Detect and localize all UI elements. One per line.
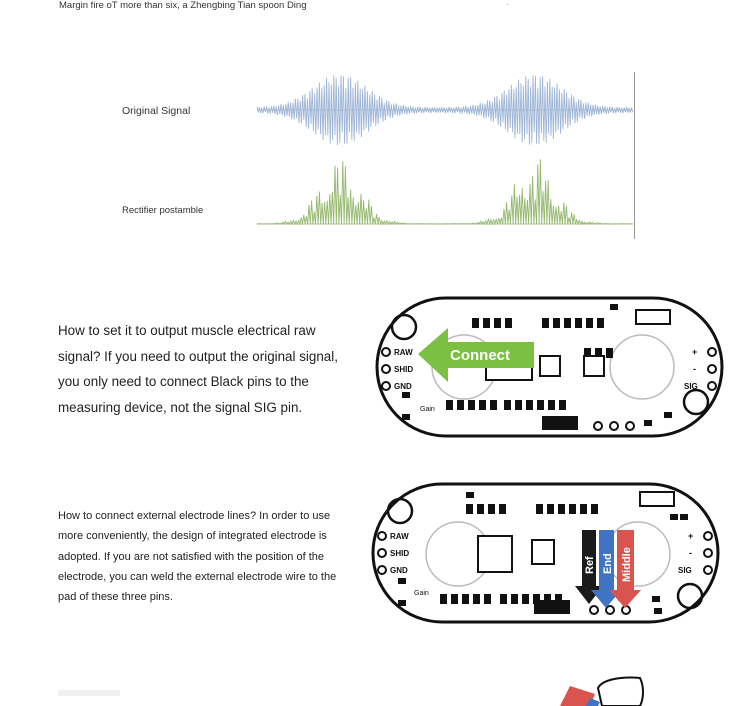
rectified-signal-waveform xyxy=(257,159,633,224)
top-caption: Margin fire oT more than six, a Zhengbing Tian spoon Ding xyxy=(59,0,307,11)
figure-divider xyxy=(634,72,635,239)
pin-label-shid: SHID xyxy=(394,365,414,374)
electrode-label-middle: Middle xyxy=(621,547,633,582)
pin-label-plus: + xyxy=(688,531,694,541)
pin-label-sig: SIG xyxy=(678,566,692,575)
pin-label-sig: SIG xyxy=(684,382,698,391)
sensor-board-2 xyxy=(370,478,722,628)
pin-label-minus: - xyxy=(689,548,692,558)
pin-label-shid: SHID xyxy=(390,549,410,558)
gain-label: Gain xyxy=(420,406,435,413)
gain-label: Gain xyxy=(414,590,429,597)
electrode-label-ref: Ref xyxy=(584,556,596,574)
bottom-cropped-text xyxy=(58,690,120,696)
pin-label-gnd: GND xyxy=(394,382,412,391)
connect-arrow-label: Connect xyxy=(450,347,510,364)
pin-label-plus: + xyxy=(692,347,698,357)
top-mark: · xyxy=(506,0,509,9)
rectified-signal-label: Rectifier postamble xyxy=(122,205,204,216)
section1-text: How to set it to output muscle electrical raw signal? If you need to output the original signal, you only need to connect Black pins to the measuring device, not the signal SIG pin. xyxy=(58,323,338,415)
signal-figure xyxy=(255,70,635,240)
electrode-label-end: End xyxy=(602,553,614,574)
rectified-signal-trace xyxy=(257,159,633,224)
sensor-board-1 xyxy=(374,292,726,440)
bottom-cropped-illustration xyxy=(540,672,660,706)
pin-label-minus: - xyxy=(693,364,696,374)
pin-label-raw: RAW xyxy=(394,348,413,357)
original-signal-label: Original Signal xyxy=(122,105,191,117)
section2-text: How to connect external electrode lines? In order to use more conveniently, the design of integrated electrode is adopted. If you are not satisfied with the position of the electrode, you can weld the external electrode wire to the pad of these three pins. xyxy=(58,510,337,604)
pin-label-raw: RAW xyxy=(390,532,409,541)
pin-label-gnd: GND xyxy=(390,566,408,575)
